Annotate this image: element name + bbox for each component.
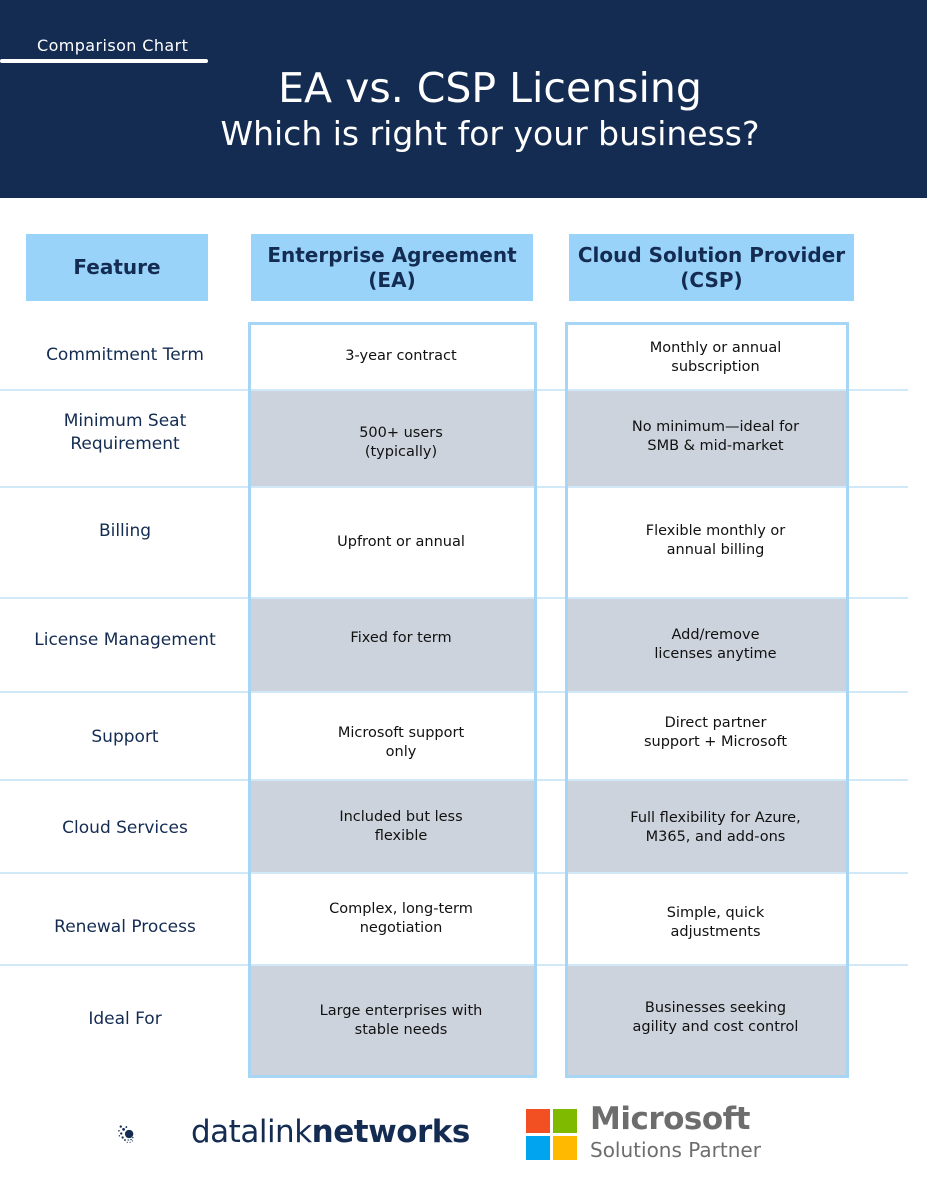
column-header-ea: Enterprise Agreement (EA)	[251, 234, 533, 301]
ea-cell: Complex, long-term negotiation	[329, 901, 473, 936]
csp-cell: Businesses seeking agility and cost control	[632, 1000, 799, 1035]
csp-cell: Monthly or annual subscription	[649, 340, 782, 375]
feature-cell: Support	[91, 726, 159, 747]
feature-cell: Billing	[98, 520, 152, 541]
header-banner	[0, 0, 927, 198]
ea-cell: Upfront or annual	[337, 533, 465, 550]
comparison-tag: Comparison Chart	[37, 36, 189, 55]
page-title: EA vs. CSP Licensing	[278, 64, 702, 112]
feature-cell: Commitment Term	[46, 344, 204, 365]
microsoft-partner-label: Solutions Partner	[590, 1138, 761, 1162]
feature-cell: Minimum Seat Requirement	[63, 411, 187, 454]
feature-cell: License Management	[34, 629, 216, 650]
feature-cell: Cloud Services	[62, 817, 188, 838]
csp-cell: Full flexibility for Azure, M365, and add-ons	[630, 810, 801, 845]
csp-cell: Simple, quick adjustments	[666, 905, 765, 940]
tag-underline	[0, 59, 208, 63]
column-header-feature: Feature	[26, 234, 208, 301]
ea-cell: Microsoft support only	[337, 725, 465, 760]
page-subtitle: Which is right for your business?	[220, 114, 760, 153]
ea-cell: 3-year contract	[345, 347, 457, 364]
datalink-logo-icon	[118, 1094, 198, 1174]
csp-cell: Flexible monthly or annual billing	[645, 523, 786, 558]
ea-cell: Included but less flexible	[339, 809, 463, 844]
feature-cell: Ideal For	[88, 1008, 162, 1029]
csp-cell: No minimum—ideal for SMB & mid-market	[631, 419, 800, 454]
brand-suffix: networks	[311, 1114, 470, 1150]
csp-column-border	[565, 322, 849, 1078]
ea-cell: Fixed for term	[350, 629, 452, 646]
brand-prefix: datalink	[191, 1114, 312, 1150]
ea-cell: 500+ users (typically)	[359, 425, 443, 460]
datalink-wordmark	[191, 1114, 470, 1150]
feature-cell: Renewal Process	[54, 916, 196, 937]
ea-column-border	[248, 322, 537, 1078]
csp-cell: Direct partner support + Microsoft	[643, 715, 788, 750]
ea-cell: Large enterprises with stable needs	[319, 1003, 483, 1038]
column-header-csp: Cloud Solution Provider (CSP)	[569, 234, 854, 301]
microsoft-logo-icon	[526, 1109, 577, 1160]
microsoft-name: Microsoft	[590, 1101, 750, 1137]
csp-cell: Add/remove licenses anytime	[654, 627, 777, 662]
